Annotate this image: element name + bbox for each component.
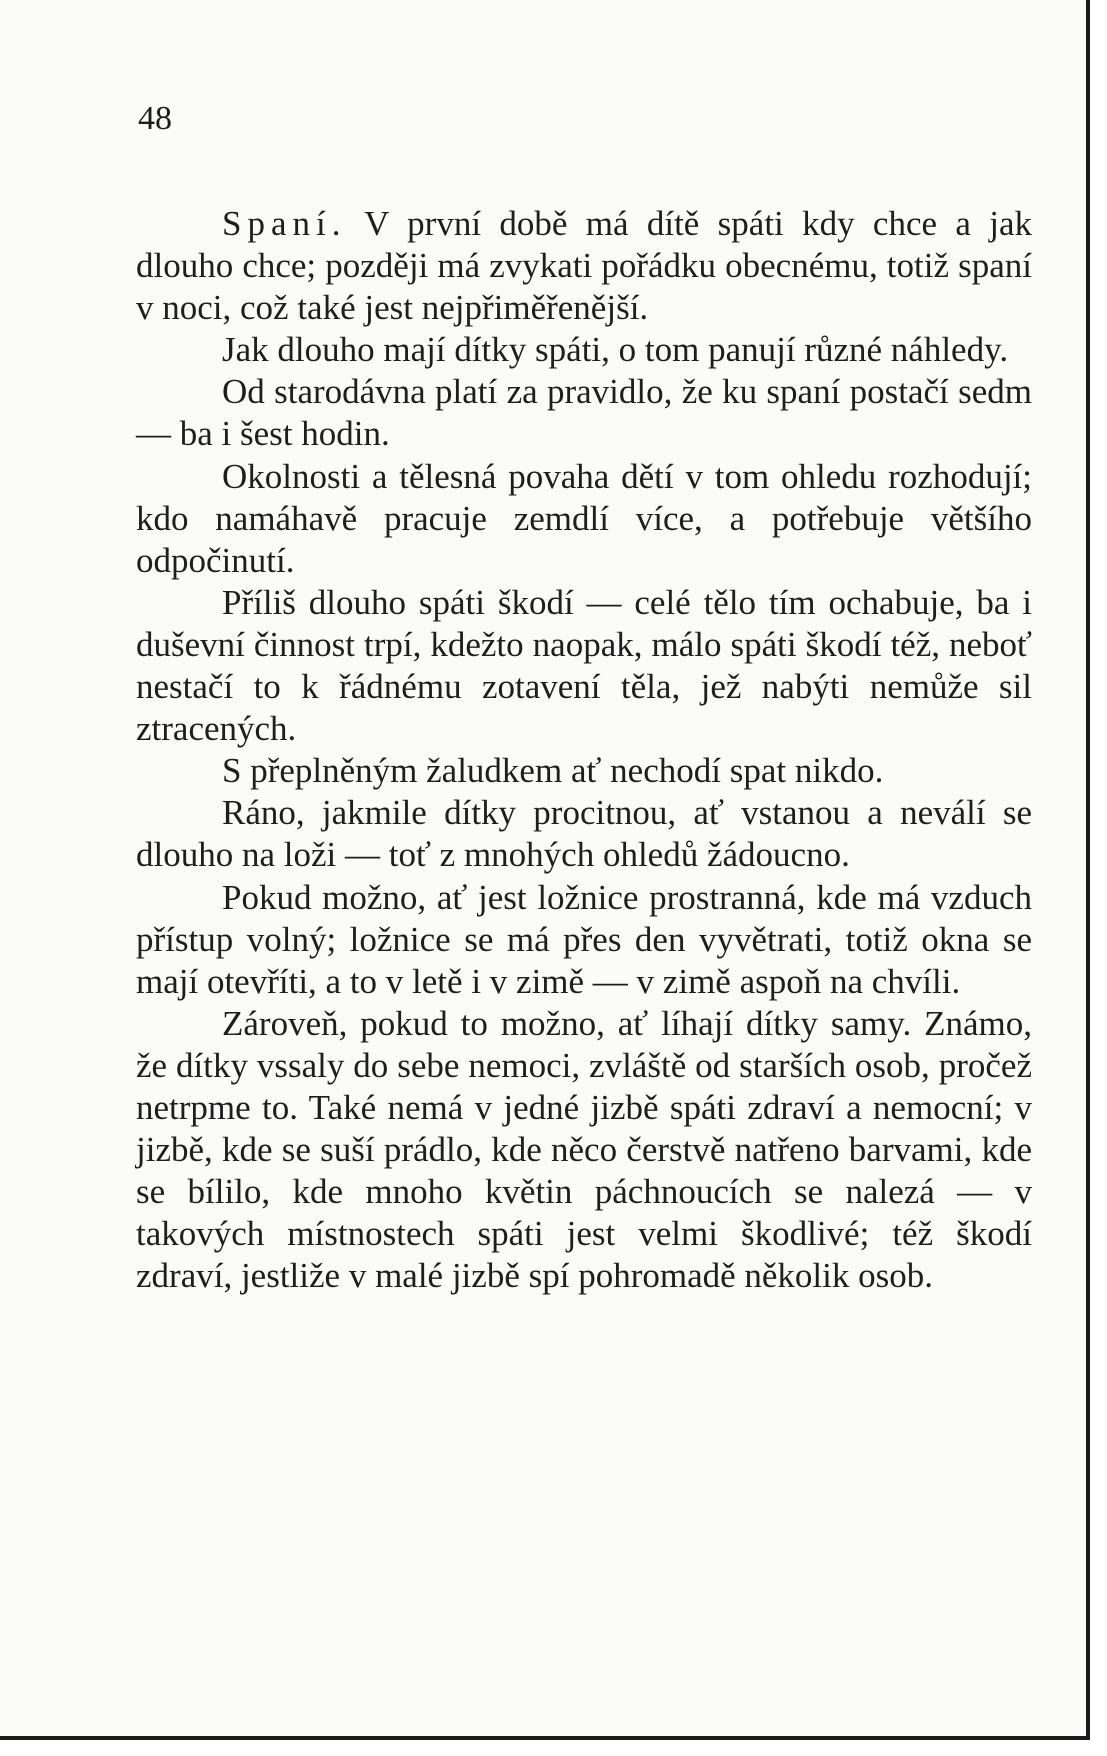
- paragraph: Pokud možno, ať jest ložnice prostranná, kde má vzduch přístup volný; ložnice se má přes den vyvětrati, totiž okna se mají otevříti, a to v letě i v zimě — v zimě aspoň na chvíli.: [136, 877, 1032, 1001]
- body-text: [136, 203, 1032, 1297]
- paragraph: Od starodávna platí za pravidlo, že ku spaní postačí sedm — ba i šest hodin.: [136, 372, 1032, 454]
- paragraph: Zároveň, pokud to možno, ať líhají dítky samy. Známo, že dítky vssaly do sebe nemoci, zvláště od starších osob, pročež netrpme to. Také nemá v jedné jizbě spáti zdraví a nemocní; v jizbě, kde se suší prádlo, kde něco čerstvě natřeno barvami, kde se bílilo, kde mnoho květin páchnoucích se nalezá — v takových místnostech spáti jest velmi škodlivé; též škodí zdraví, jestliže v malé jizbě spí pohromadě několik osob.: [136, 1003, 1032, 1296]
- paragraph: Jak dlouho mají dítky spáti, o tom panují různé náhledy.: [222, 330, 1009, 370]
- paragraph-text: V první době má dítě spáti kdy chce a jak dlouho chce; později má zvykati pořádku obecnému, totiž spaní v noci, což také jest nejpřiměřenější.: [136, 204, 1032, 328]
- paragraph: Okolnosti a tělesná povaha dětí v tom ohledu rozhodují; kdo namáhavě pracuje zemdlí více, a potřebuje většího odpočinutí.: [136, 456, 1032, 580]
- paragraph: S přeplněným žaludkem ať nechodí spat nikdo.: [222, 751, 884, 791]
- section-lead-word: Spaní.: [222, 204, 347, 243]
- paragraph: Ráno, jakmile dítky procitnou, ať vstanou a neválí se dlouho na loži — toť z mnohých ohledů žádoucno.: [136, 793, 1032, 875]
- paragraph: [136, 203, 1032, 329]
- page-number: 48: [138, 100, 172, 137]
- paragraph: Příliš dlouho spáti škodí — celé tělo tím ochabuje, ba i duševní činnost trpí, kdežto naopak, málo spáti škodí též, neboť nestačí to k řádnému zotavení těla, jež nabýti nemůže sil ztracených.: [136, 582, 1032, 749]
